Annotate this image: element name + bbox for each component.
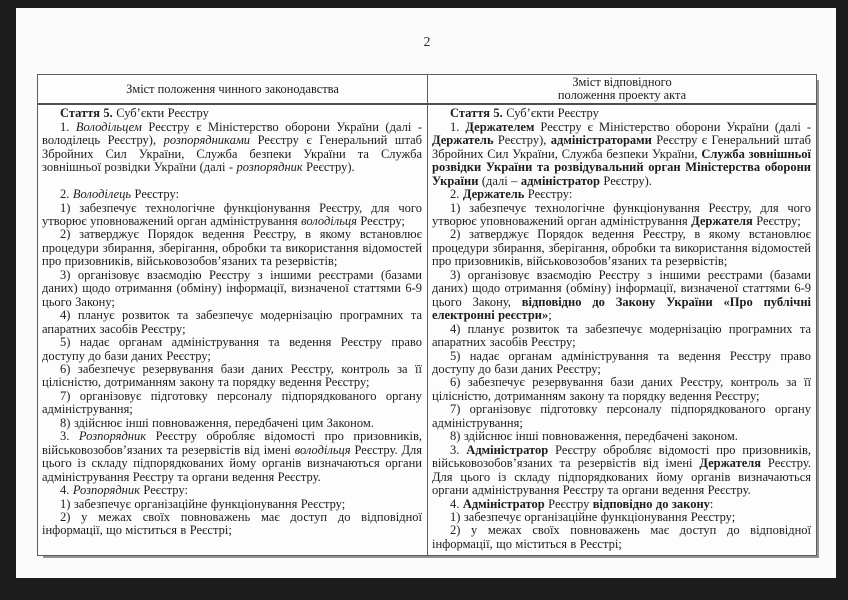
text-run: Реєстру обробляє відомості про призовників, військовозобов’язаних та резервістів від імені <box>432 442 811 471</box>
text-run: 7) організовує підготовку персоналу підпорядкованого органу адміністрування; <box>42 388 422 417</box>
paragraph <box>42 430 422 484</box>
paragraph <box>432 430 811 443</box>
text-run: Стаття 5. <box>60 106 113 121</box>
text-run: Держателем <box>465 119 535 134</box>
text-run: Реєстру; <box>752 214 801 229</box>
text-run: 8) здійснює інші повноваження, передбачені законом. <box>450 429 738 444</box>
text-run: адміністратор <box>520 173 600 188</box>
paragraph <box>42 498 422 511</box>
text-run: 4. <box>450 496 463 511</box>
text-run: : <box>709 496 714 511</box>
text-run: Реєстру є Міністерство оборони України (далі - володілець Реєстру), <box>42 119 422 148</box>
text-run: 2. <box>60 187 73 202</box>
text-run: 1) забезпечує організаційне функціонування Реєстру; <box>450 510 736 524</box>
table-header-current-law <box>38 75 427 103</box>
text-run: Держателя <box>691 214 753 229</box>
paragraph <box>42 511 422 538</box>
paragraph <box>42 336 422 363</box>
text-run: Адміністратор <box>462 496 545 511</box>
text-run: 3) організовує взаємодію Реєстру з іншими реєстрами (базами даних) щодо отримання (обміну) інформації, визначеної статтями 6-9 цього Закону; <box>42 267 422 309</box>
text-run: 3. <box>60 429 79 444</box>
text-run: 4) планує розвиток та забезпечує модернізацію програмних та апаратних засобів Реєстру; <box>42 308 422 336</box>
paragraph <box>432 444 811 498</box>
text-run: 2) затверджує Порядок ведення Реєстру, в якому встановлює процедури збирання, зберігання, обробки та використання відомостей про призовників, військовозобов’язаних та резервістів; <box>432 227 811 269</box>
paragraph <box>432 228 811 268</box>
text-run: Стаття 5. <box>450 106 503 121</box>
text-run: відповідно до Закону України «Про публічні електронні реєстри» <box>432 294 811 323</box>
paragraph <box>432 524 811 551</box>
table-body-row <box>38 105 816 555</box>
header-line: Зміст положення чинного законодавства <box>126 81 339 96</box>
text-run: Реєстру обробляє відомості про призовників, військовозобов’язаних та резервістів від імені <box>42 429 422 457</box>
text-run: Реєстру є Генеральний штаб Збройних Сил України, Служба безпеки України та Служба зовнішньої розвідки України (далі - <box>42 133 423 175</box>
text-run: Реєстру; <box>356 214 405 229</box>
text-run: Володільцем <box>75 119 142 134</box>
text-run: 3) організовує взаємодію Реєстру з іншими реєстрами (базами даних) щодо отримання (обміну) інформації, визначеної статтями 6-9 цього Закону, <box>432 267 811 309</box>
text-run: 1) забезпечує організаційне функціонування Реєстру; <box>60 496 346 511</box>
text-run: володільця <box>301 214 357 229</box>
paragraph <box>42 363 422 390</box>
comparison-table <box>37 74 817 556</box>
text-run: 6) забезпечує резервування бази даних Реєстру, контроль за її цілісністю, дотриманням закону та порядку ведення Реєстру; <box>432 375 811 403</box>
text-run: 2. <box>450 187 463 202</box>
text-run: 8) здійснює інші повноваження, передбачені цим Законом. <box>60 415 374 430</box>
text-run: 1. <box>60 119 76 134</box>
text-run: 7) організовує підготовку персоналу підпорядкованого органу адміністрування; <box>432 402 811 430</box>
text-run: Реєстру. Для цього із складу підпорядкованих йому органів визначаються органи адміністрування Реєстру та органи ведення Реєстру. <box>42 442 422 484</box>
paragraph <box>432 403 811 430</box>
text-run: 1) забезпечує технологічне функціонування Реєстру, для чого утворює уповноважений орган адміністрування <box>432 200 811 229</box>
text-run: володільця <box>294 442 351 457</box>
paragraph <box>42 417 422 430</box>
text-run: Реєстру: <box>524 187 573 202</box>
paragraph <box>432 498 811 511</box>
paragraph <box>432 511 811 524</box>
paragraph <box>432 323 811 350</box>
text-run: Реєстру <box>544 496 593 511</box>
text-run: розпорядник <box>236 160 303 175</box>
paragraph <box>432 202 811 229</box>
text-run: Держатель <box>432 133 494 148</box>
header-line: положення проекту акта <box>557 88 687 103</box>
text-run: відповідно до закону <box>592 496 710 511</box>
text-run: ; <box>548 308 552 323</box>
header-line: Зміст відповідного <box>572 75 672 89</box>
paragraph <box>432 121 811 188</box>
paragraph <box>432 376 811 403</box>
text-run: розпорядниками <box>163 133 251 148</box>
text-run: Реєстру. Для цього із складу підпорядкованих йому органів визначаються органи адміністрування Реєстру та органи ведення Реєстру. <box>432 456 811 498</box>
text-run: Розпорядник <box>72 483 140 498</box>
text-run: 2) у межах своїх повноважень має доступ до відповідної інформації, що міститься в Реєстрі; <box>42 509 422 538</box>
text-run: Суб’єкти Реєстру <box>502 106 599 121</box>
text-run: 1) забезпечує технологічне функціонування Реєстру, для чого утворює уповноважений орган адміністрування <box>42 200 422 229</box>
table-header-row <box>38 75 816 105</box>
paragraph <box>432 107 811 120</box>
paragraph <box>42 309 422 336</box>
paragraph-spacer <box>42 175 422 188</box>
text-run: Реєстру: <box>139 483 188 498</box>
text-run: Володілець <box>72 187 132 202</box>
text-run: Реєстру). <box>302 160 355 175</box>
text-run: адміністраторами <box>550 133 652 148</box>
scanned-document-page <box>16 8 836 578</box>
paragraph <box>42 107 422 120</box>
text-run: 3. <box>450 442 467 457</box>
text-run: 4) планує розвиток та забезпечує модернізацію програмних та апаратних засобів Реєстру; <box>432 321 811 350</box>
page-number: 2 <box>423 34 431 49</box>
paragraph <box>42 202 422 229</box>
text-run: Служба зовнішньої розвідки України та розвідувальний орган Міністерства оборони України <box>432 146 811 188</box>
paragraph <box>432 269 811 323</box>
text-run: (далі – <box>478 173 521 188</box>
text-run: Реєстру є Міністерство оборони України (далі - <box>534 119 811 134</box>
text-run: Суб’єкти Реєстру <box>112 106 209 121</box>
paragraph <box>432 350 811 377</box>
paragraph <box>42 269 422 309</box>
text-run: 1. <box>450 119 466 134</box>
text-run: 4. <box>60 483 73 498</box>
current-law-column <box>38 105 427 555</box>
paragraph <box>42 228 422 268</box>
text-run: Розпорядник <box>78 429 147 444</box>
text-run: 5) надає органам адміністрування та ведення Реєстру право доступу до бази даних Реєстру; <box>42 335 422 363</box>
text-run: 2) затверджує Порядок ведення Реєстру, в якому встановлює процедури збирання, зберігання, обробки та використання відомостей про призовників, військовозобов’язаних та резервістів; <box>42 227 422 269</box>
text-run: Реєстру: <box>131 187 180 202</box>
paragraph <box>42 121 422 175</box>
text-run: Реєстру), <box>493 133 551 148</box>
text-run: Держателя <box>699 456 762 471</box>
text-run: Держатель <box>462 187 525 202</box>
paragraph <box>42 188 422 201</box>
text-run: Реєстру є Генеральний штаб Збройних Сил України, Служба безпеки України, <box>432 133 811 161</box>
text-run: 5) надає органам адміністрування та ведення Реєстру право доступу до бази даних Реєстру; <box>432 348 811 377</box>
draft-act-column <box>427 105 816 555</box>
text-run: 6) забезпечує резервування бази даних Реєстру, контроль за її цілісністю, дотриманням закону та порядку ведення Реєстру; <box>42 362 422 390</box>
paragraph <box>42 390 422 417</box>
text-run: Адміністратор <box>466 442 549 457</box>
paragraph <box>42 484 422 497</box>
table-header-draft-act <box>427 75 816 103</box>
text-run: Реєстру). <box>600 173 652 188</box>
paragraph <box>432 188 811 201</box>
text-run: 2) у межах своїх повноважень має доступ до відповідної інформації, що міститься в Реєстрі; <box>432 523 811 551</box>
